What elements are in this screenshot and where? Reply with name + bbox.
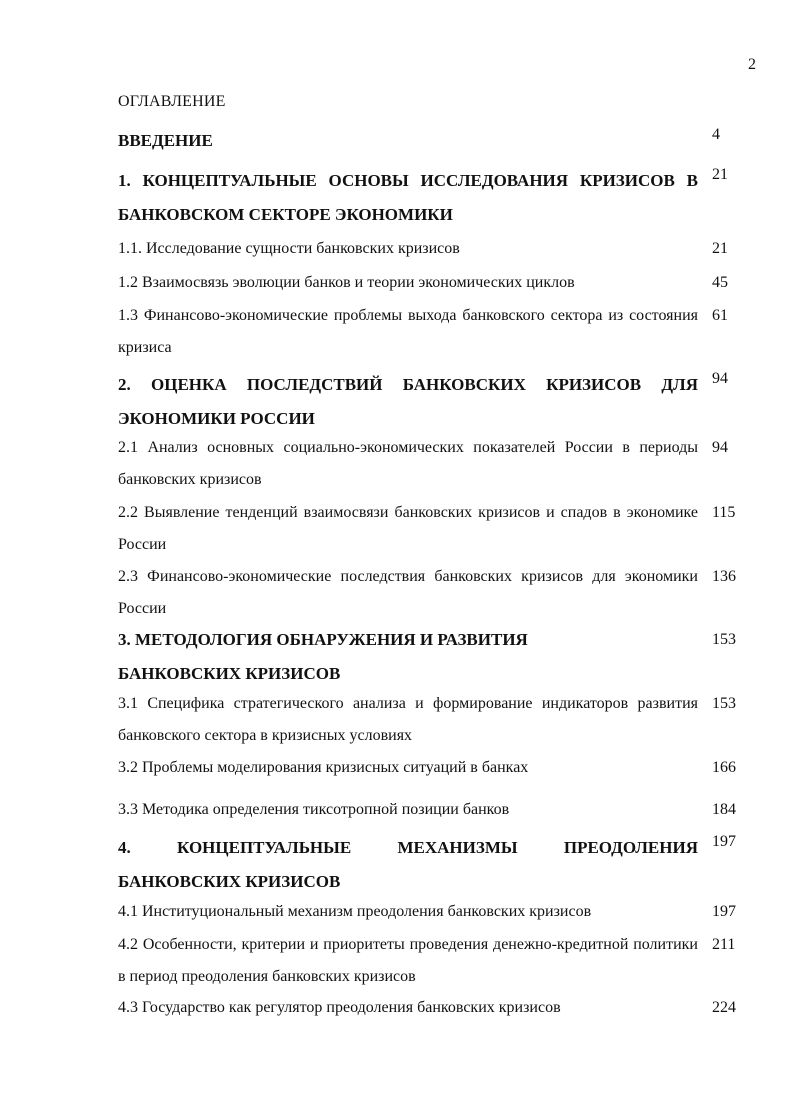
toc-entry-1-2[interactable] [118,267,728,299]
page-number: 2 [748,56,756,73]
toc-entry-text: 3.2 Проблемы моделирования кризисных ситуаций в банках [118,759,529,776]
toc-entry-page: 153 [712,631,736,648]
toc-entry-text: 2.2 Выявление тенденций взаимосвязи банковских кризисов и спадов в экономике России [118,504,698,553]
toc-entry-chapter-2[interactable] [118,368,728,436]
toc-entry-4-1[interactable] [118,896,736,928]
toc-entry-text: 1.2 Взаимосвязь эволюции банков и теории экономических циклов [118,274,575,291]
toc-entry-page: 21 [712,240,728,257]
toc-entry-page: 61 [712,307,728,324]
toc-entry-chapter-1[interactable] [118,164,728,232]
toc-entry-page: 166 [712,759,736,776]
toc-entry-page: 94 [712,370,728,387]
toc-entry-4-3[interactable] [118,992,736,1024]
toc-entry-text: 2. ОЦЕНКА ПОСЛЕДСТВИЙ БАНКОВСКИХ КРИЗИСОВ ДЛЯ ЭКОНОМИКИ РОССИИ [118,375,698,428]
toc-entry-3-2[interactable] [118,752,736,784]
toc-entry-page: 4 [712,126,720,143]
toc-entry-page: 21 [712,166,728,183]
toc-entry-text: 2.1 Анализ основных социально-экономических показателей России в периоды банковских кризисов [118,439,698,488]
toc-entry-page: 211 [712,936,736,953]
toc-entry-text: 1.1. Исследование сущности банковских кризисов [118,240,460,257]
toc-entry-text: 2.3 Финансово-экономические последствия банковских кризисов для экономики России [118,568,698,617]
toc-entry-text: 3. МЕТОДОЛОГИЯ ОБНАРУЖЕНИЯ И РАЗВИТИЯ БАНКОВСКИХ КРИЗИСОВ [118,630,528,683]
toc-entry-3-1[interactable] [118,688,736,752]
toc-entry-page: 45 [712,274,728,291]
toc-entry-text: 3.1 Специфика стратегического анализа и формирование индикаторов развития банковского сектора в кризисных условиях [118,695,698,744]
toc-entry-page: 94 [712,439,728,456]
toc-entry-page: 153 [712,695,736,712]
toc-entry-text: 4.1 Институциональный механизм преодоления банковских кризисов [118,903,592,920]
toc-entry-page: 197 [712,833,736,850]
toc-entry-page: 224 [712,999,736,1016]
toc-entry-text: 4.2 Особенности, критерии и приоритеты проведения денежно-кредитной политики в период преодоления банковских кризисов [118,936,698,985]
toc-entry-text: ВВЕДЕНИЕ [118,131,213,150]
toc-entry-chapter-3[interactable] [118,623,736,691]
toc-entry-text: 4. КОНЦЕПТУАЛЬНЫЕ МЕХАНИЗМЫ ПРЕОДОЛЕНИЯ БАНКОВСКИХ КРИЗИСОВ [118,838,698,891]
toc-entry-introduction[interactable] [118,124,720,158]
toc-entry-2-3[interactable] [118,561,736,625]
toc-entry-2-1[interactable] [118,432,728,496]
toc-entry-chapter-4[interactable] [118,831,736,899]
toc-entry-3-3[interactable] [118,794,736,826]
toc-entry-text: 1.3 Финансово-экономические проблемы выхода банковского сектора из состояния кризиса [118,307,698,356]
toc-entry-2-2[interactable] [118,497,736,561]
toc-entry-text: 1. КОНЦЕПТУАЛЬНЫЕ ОСНОВЫ ИССЛЕДОВАНИЯ КРИЗИСОВ В БАНКОВСКОМ СЕКТОРЕ ЭКОНОМИКИ [118,171,698,224]
toc-entry-1-1[interactable] [118,233,728,265]
toc-entry-text: 3.3 Методика определения тиксотропной позиции банков [118,801,510,818]
toc-entry-page: 115 [712,504,736,521]
toc-entry-page: 197 [712,903,736,920]
toc-entry-page: 184 [712,801,736,818]
toc-entry-4-2[interactable] [118,929,736,993]
toc-title: ОГЛАВЛЕНИЕ [118,93,226,110]
toc-entry-page: 136 [712,568,736,585]
toc-entry-1-3[interactable] [118,300,728,364]
toc-entry-text: 4.3 Государство как регулятор преодоления банковских кризисов [118,999,561,1016]
